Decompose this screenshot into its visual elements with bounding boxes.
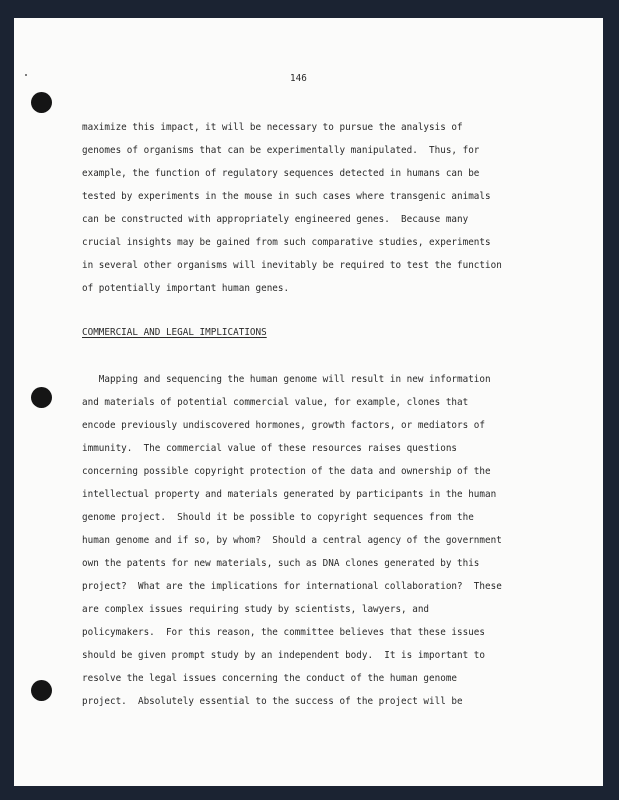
text-line: can be constructed with appropriately engineered genes. Because many	[82, 214, 469, 225]
paper-sheet	[14, 18, 603, 786]
text-line: encode previously undiscovered hormones, growth factors, or mediators of	[82, 420, 485, 431]
text-line: project? What are the implications for international collaboration? These	[82, 581, 502, 592]
scan-speck	[25, 74, 27, 76]
text-line: are complex issues requiring study by scientists, lawyers, and	[82, 604, 430, 615]
page-number: 146	[290, 73, 307, 84]
text-line: human genome and if so, by whom? Should a central agency of the government	[82, 535, 502, 546]
section-heading: COMMERCIAL AND LEGAL IMPLICATIONS	[82, 327, 267, 338]
text-line: genome project. Should it be possible to copyright sequences from the	[82, 512, 474, 523]
text-line: should be given prompt study by an independent body. It is important to	[82, 650, 485, 661]
text-line: maximize this impact, it will be necessary to pursue the analysis of	[82, 122, 463, 133]
text-line: and materials of potential commercial value, for example, clones that	[82, 397, 469, 408]
text-line: policymakers. For this reason, the committee believes that these issues	[82, 627, 485, 638]
text-line: crucial insights may be gained from such comparative studies, experiments	[82, 237, 491, 248]
punch-hole-top	[31, 92, 52, 113]
text-line: genomes of organisms that can be experimentally manipulated. Thus, for	[82, 145, 480, 156]
text-line: immunity. The commercial value of these resources raises questions	[82, 443, 458, 454]
punch-hole-bottom	[31, 680, 52, 701]
text-line: tested by experiments in the mouse in such cases where transgenic animals	[82, 191, 491, 202]
text-line: intellectual property and materials generated by participants in the human	[82, 489, 497, 500]
text-line: Mapping and sequencing the human genome will result in new information	[82, 374, 491, 385]
punch-hole-middle	[31, 387, 52, 408]
text-line: resolve the legal issues concerning the conduct of the human genome	[82, 673, 458, 684]
text-line: example, the function of regulatory sequences detected in humans can be	[82, 168, 480, 179]
text-line: of potentially important human genes.	[82, 283, 290, 294]
text-line: own the patents for new materials, such as DNA clones generated by this	[82, 558, 480, 569]
text-line: project. Absolutely essential to the success of the project will be	[82, 696, 463, 707]
text-line: in several other organisms will inevitably be required to test the function	[82, 260, 502, 271]
text-line: concerning possible copyright protection of the data and ownership of the	[82, 466, 491, 477]
